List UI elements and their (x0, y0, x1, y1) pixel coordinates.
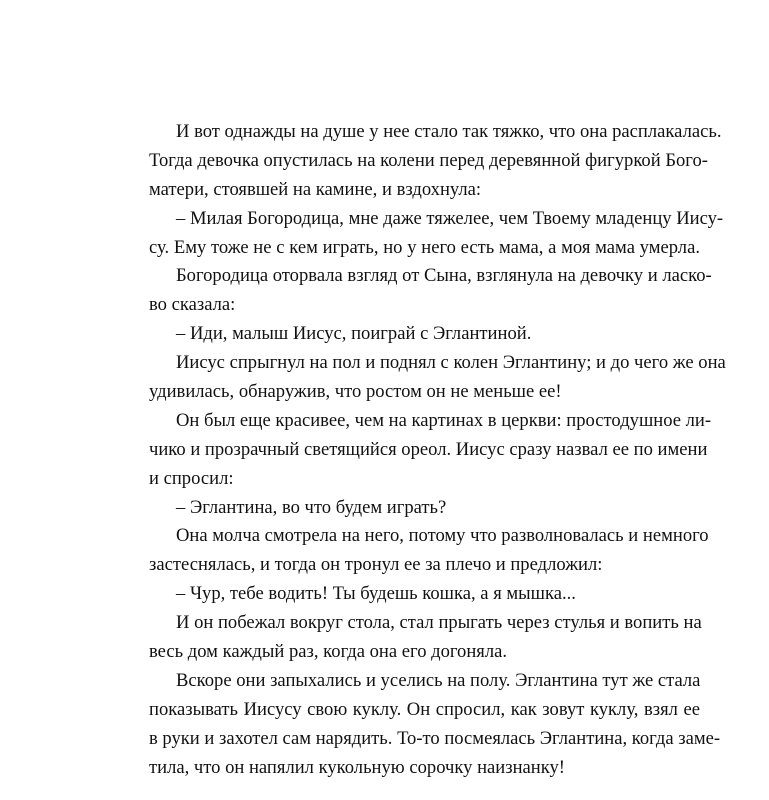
text-line: весь дом каждый раз, когда она его догоняла. (149, 641, 508, 663)
body-text (149, 118, 726, 782)
text-line: И он побежал вокруг стола, стал прыгать через стулья и вопить на (176, 612, 702, 634)
text-line: Иисус спрыгнул на пол и поднял с колен Эглантину; и до чего же она (176, 352, 726, 374)
text-line: – Иди, малыш Иисус, поиграй с Эглантиной. (176, 323, 532, 345)
text-line: – Милая Богородица, мне даже тяжелее, чем Твоему младенцу Иису- (176, 207, 724, 229)
text-line: Вскоре они запыхались и уселись на полу. Эглантина тут же стала (176, 669, 701, 691)
text-line: и спросил: (149, 467, 234, 489)
text-line: Он был еще красивее, чем на картинах в церкви: простодушное ли- (176, 409, 712, 431)
text-line: – Эглантина, во что будем играть? (176, 496, 447, 518)
text-line: в руки и захотел сам нарядить. То-то посмеялась Эглантина, когда заме- (149, 727, 721, 749)
text-line: удивилась, обнаружив, что ростом он не меньше ее! (149, 381, 562, 403)
text-line: Тогда девочка опустилась на колени перед деревянной фигуркой Бого- (149, 149, 708, 171)
text-line: – Чур, тебе водить! Ты будешь кошка, а я мышка... (176, 583, 576, 605)
text-line: застеснялась, и тогда он тронул ее за плечо и предложил: (149, 554, 603, 576)
text-line: И вот однажды на душе у нее стало так тяжко, что она расплакалась. (176, 121, 722, 142)
text-line: су. Ему тоже не с кем играть, но у него есть мама, а моя мама умерла. (149, 236, 700, 258)
text-line: Она молча смотрела на него, потому что разволновалась и немного (176, 525, 709, 547)
text-line: показывать Иисусу свою куклу. Он спросил, как зовут куклу, взял ее (149, 698, 700, 720)
text-line: Богородица оторвала взгляд от Сына, взглянула на девочку и ласко- (176, 265, 712, 287)
text-line: чико и прозрачный светящийся ореол. Иисус сразу назвал ее по имени (149, 438, 708, 460)
text-line: во сказала: (149, 294, 236, 316)
text-line: тила, что он напялил кукольную сорочку наизнанку! (149, 756, 565, 778)
text-line: матери, стоявшей на камине, и вздохнула: (149, 178, 482, 200)
